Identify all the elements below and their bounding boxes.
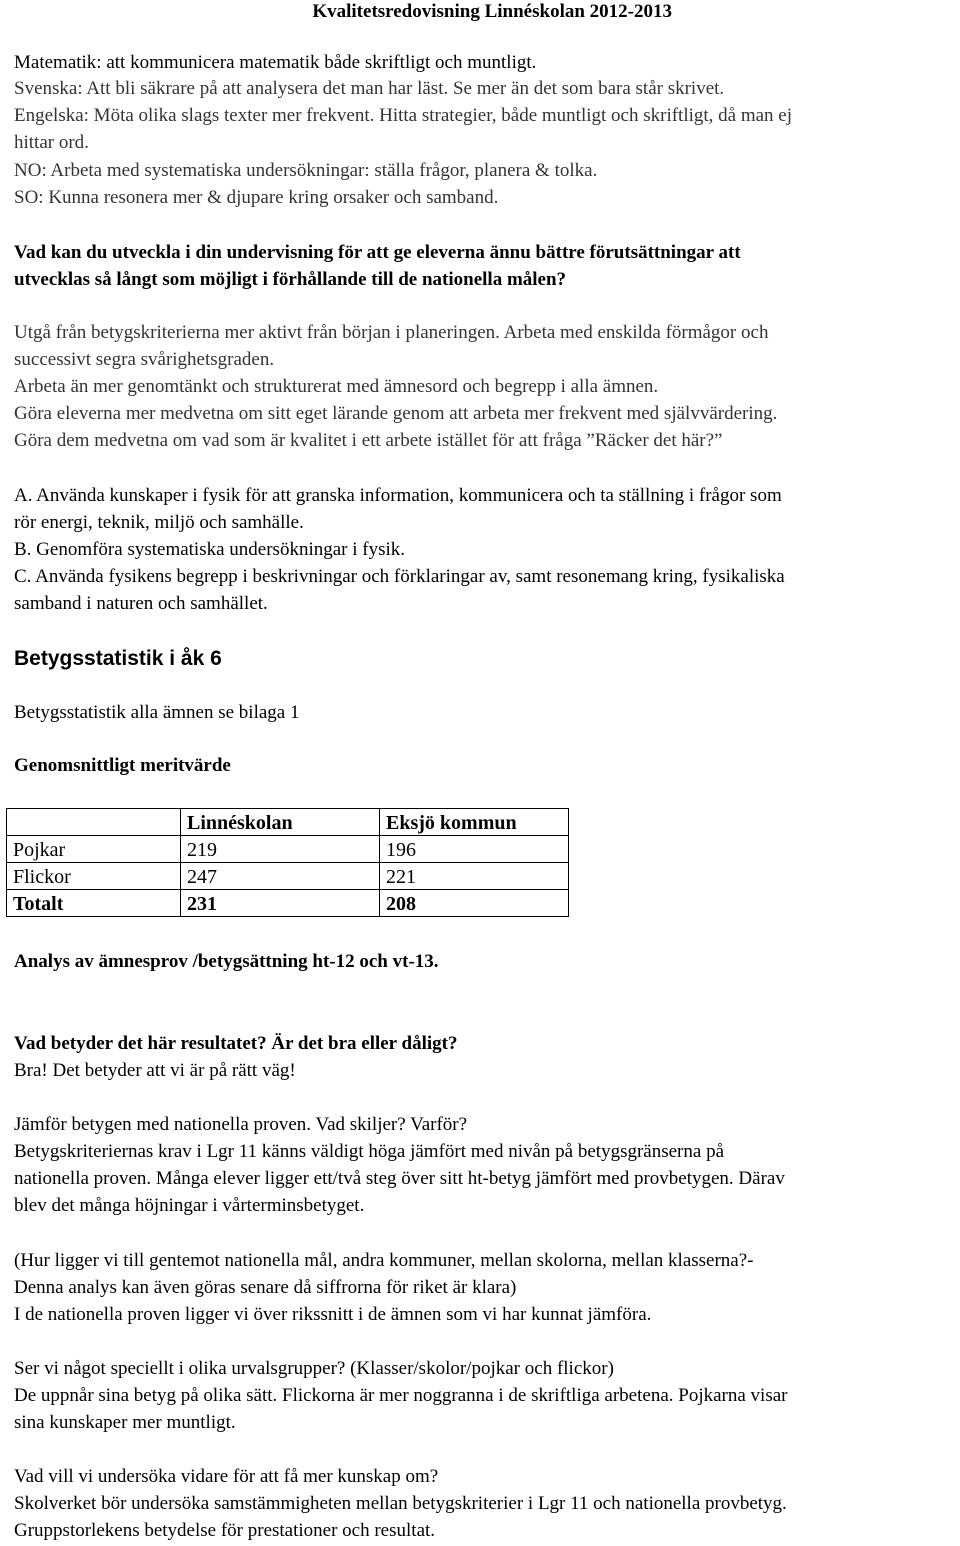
further-line: Gruppstorlekens betydelse för prestationer och resultat. [14,1520,436,1541]
table-header-cell [7,809,181,836]
goal-line: hittar ord. [14,132,89,153]
goal-line: Engelska: Möta olika slags texter mer frekvent. Hitta strategier, både muntligt och skriftligt, då man ej [14,105,793,126]
table-header-cell: Linnéskolan [181,809,380,836]
page-header: Kvalitetsredovisning Linnéskolan 2012-2013 [312,1,672,22]
groups-line: sina kunskaper mer muntligt. [14,1412,236,1433]
table-cell: Totalt [7,890,181,917]
answer-line: Göra dem medvetna om vad som är kvalitet i ett arbete istället för att fråga ”Räcker det här?” [14,430,723,451]
goal-line: SO: Kunna resonera mer & djupare kring orsaker och samband. [14,187,499,208]
table-cell: 247 [181,863,380,890]
table-header-row [7,809,569,836]
groups-line: Ser vi något speciellt i olika urvalsgrupper? (Klasser/skolor/pojkar och flickor) [14,1358,614,1379]
analysis-heading: Analys av ämnesprov /betygsättning ht-12 och vt-13. [14,951,439,972]
national-line: (Hur ligger vi till gentemot nationella mål, andra kommuner, mellan skolorna, mellan klasserna?- [14,1250,754,1271]
compare-line: Jämför betygen med nationella proven. Vad skiljer? Varför? [14,1114,468,1135]
further-line: Vad vill vi undersöka vidare för att få mer kunskap om? [14,1466,439,1487]
table-cell: Flickor [7,863,181,890]
table-row [7,863,569,890]
table-cell: 219 [181,836,380,863]
table-cell: 231 [181,890,380,917]
table-cell: 221 [380,863,569,890]
subheading-merit: Genomsnittligt meritvärde [14,755,231,776]
stats-note: Betygsstatistik alla ämnen se bilaga 1 [14,702,300,723]
merit-table [6,808,569,917]
groups-line: De uppnår sina betyg på olika sätt. Flickorna är mer noggranna i de skriftliga arbetena. Pojkarna visar [14,1385,788,1406]
physics-line: A. Använda kunskaper i fysik för att granska information, kommunicera och ta ställning i frågor som [14,485,782,506]
goal-line: Svenska: Att bli säkrare på att analysera det man har läst. Se mer än det som bara står skrivet. [14,78,725,99]
goal-line: Matematik: att kommunicera matematik både skriftligt och muntligt. [14,52,537,73]
table-row [7,890,569,917]
table-header-cell: Eksjö kommun [380,809,569,836]
goal-line: NO: Arbeta med systematiska undersökningar: ställa frågor, planera & tolka. [14,160,598,181]
physics-line: B. Genomföra systematiska undersökningar i fysik. [14,539,406,560]
answer-line: Utgå från betygskriterierna mer aktivt från början i planeringen. Arbeta med enskilda förmågor och [14,322,769,343]
question-heading: Vad betyder det här resultatet? Är det bra eller dåligt? [14,1033,458,1054]
answer-line: Bra! Det betyder att vi är på rätt väg! [14,1060,296,1081]
answer-line: successivt segra svårighetsgraden. [14,349,275,370]
physics-line: rör energi, teknik, miljö och samhälle. [14,512,304,533]
answer-line: Arbeta än mer genomtänkt och strukturerat med ämnesord och begrepp i alla ämnen. [14,376,659,397]
table-cell: Pojkar [7,836,181,863]
further-line: Skolverket bör undersöka samstämmigheten mellan betygskriterier i Lgr 11 och nationella provbetyg. [14,1493,787,1514]
compare-line: nationella proven. Många elever ligger ett/två steg över sitt ht-betyg jämfört med provbetygen. Därav [14,1168,785,1189]
physics-line: samband i naturen och samhället. [14,593,268,614]
table-row [7,836,569,863]
compare-line: Betygskriteriernas krav i Lgr 11 känns väldigt höga jämfört med nivån på betygsgränserna på [14,1141,725,1162]
national-line: Denna analys kan även göras senare då siffrorna för riket är klara) [14,1277,517,1298]
question-heading: Vad kan du utveckla i din undervisning för att ge eleverna ännu bättre förutsättningar att [14,242,741,263]
national-line: I de nationella proven ligger vi över rikssnitt i de ämnen som vi har kunnat jämföra. [14,1304,652,1325]
answer-line: Göra eleverna mer medvetna om sitt eget lärande genom att arbeta mer frekvent med självvärdering. [14,403,778,424]
table-cell: 196 [380,836,569,863]
section-heading: Betygsstatistik i åk 6 [14,647,222,670]
compare-line: blev det många höjningar i vårterminsbetyget. [14,1195,365,1216]
physics-line: C. Använda fysikens begrepp i beskrivningar och förklaringar av, samt resonemang kring, fysikaliska [14,566,785,587]
question-heading: utvecklas så långt som möjligt i förhållande till de nationella målen? [14,269,567,290]
table-cell: 208 [380,890,569,917]
